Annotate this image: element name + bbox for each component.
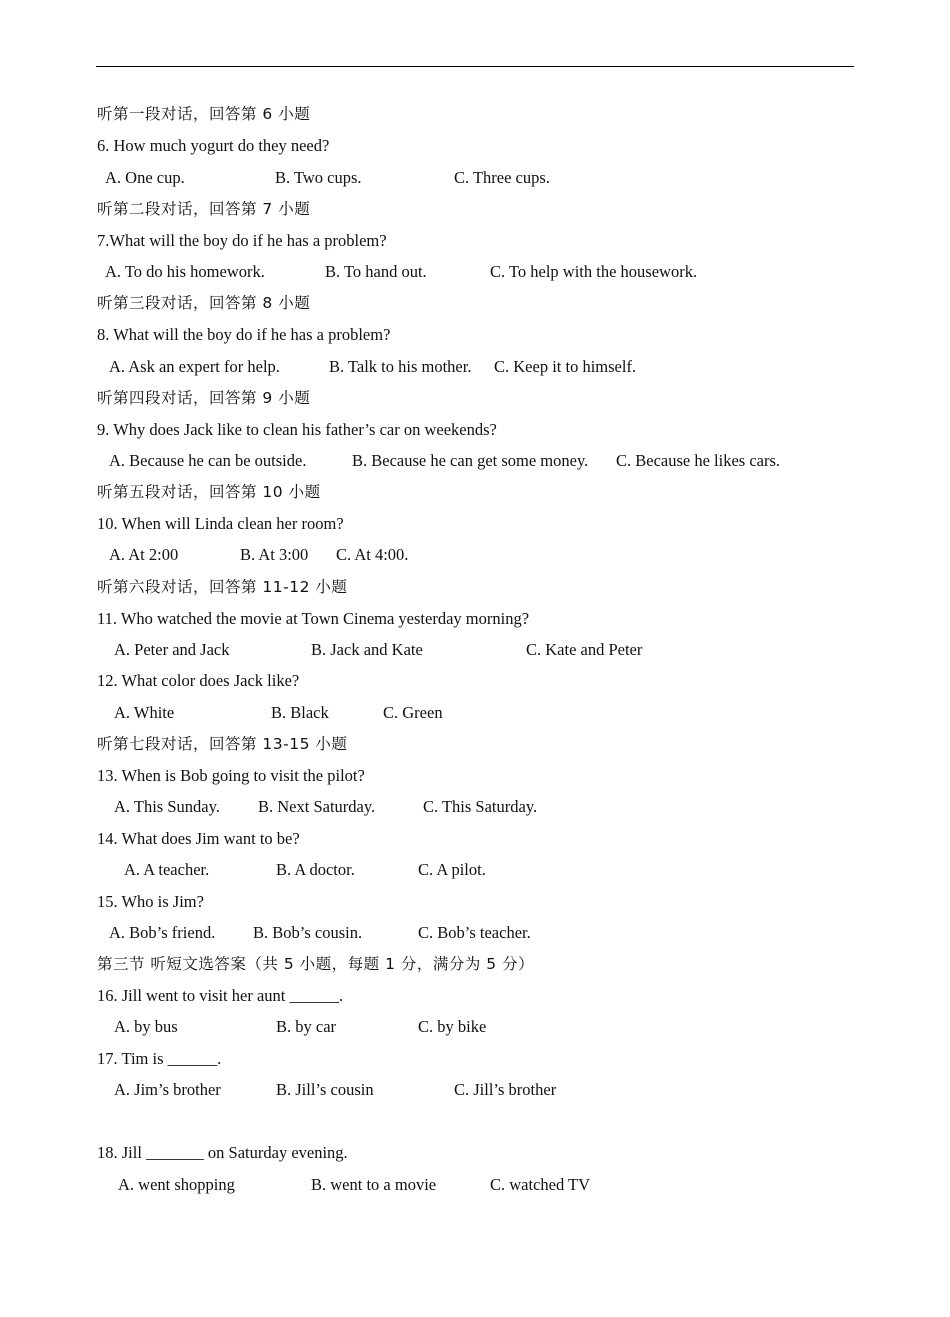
option-a: A. One cup. (105, 168, 185, 187)
option-c: C. To help with the housework. (490, 262, 698, 281)
option-c: C. Kate and Peter (526, 640, 643, 659)
option-c: C. watched TV (490, 1175, 591, 1194)
question-6 (0, 134, 950, 158)
option-a: A. Jim’s brother (114, 1080, 221, 1099)
section-heading-text: 听第一段对话，回答第 6 小题 (97, 105, 311, 123)
option-a: A. Bob’s friend. (109, 923, 216, 942)
option-b: B. Next Saturday. (258, 797, 376, 816)
option-c: C. A pilot. (418, 860, 486, 879)
question-14 (0, 827, 950, 851)
section-heading-text: 听第六段对话，回答第 11-12 小题 (97, 578, 348, 596)
question-18 (0, 1141, 950, 1165)
question-8 (0, 323, 950, 347)
question-text: 8. What will the boy do if he has a problem? (97, 325, 391, 344)
option-a: A. by bus (114, 1017, 178, 1036)
section-heading-3 (0, 291, 950, 315)
question-17 (0, 1047, 950, 1071)
option-b: B. went to a movie (311, 1175, 437, 1194)
option-c: C. Because he likes cars. (616, 451, 781, 470)
question-text: 18. Jill _______ on Saturday evening. (97, 1143, 348, 1162)
option-a: A. At 2:00 (109, 545, 179, 564)
question-13 (0, 764, 950, 788)
option-b: B. Talk to his mother. (329, 357, 472, 376)
option-c: C. This Saturday. (423, 797, 538, 816)
question-text: 11. Who watched the movie at Town Cinema yesterday morning? (97, 609, 530, 628)
options-13 (0, 795, 950, 819)
options-8 (0, 355, 950, 379)
section-heading-text: 听第四段对话，回答第 9 小题 (97, 389, 311, 407)
section-heading-1 (0, 102, 950, 126)
option-a: A. went shopping (118, 1175, 235, 1194)
section-heading-text: 听第二段对话，回答第 7 小题 (97, 200, 311, 218)
options-14 (0, 858, 950, 882)
option-a: A. This Sunday. (114, 797, 220, 816)
options-10 (0, 543, 950, 567)
option-a: A. White (114, 703, 175, 722)
question-text: 16. Jill went to visit her aunt ______. (97, 986, 344, 1005)
options-12 (0, 701, 950, 725)
option-c: C. by bike (418, 1017, 487, 1036)
option-b: B. Jack and Kate (311, 640, 423, 659)
option-b: B. Bob’s cousin. (253, 923, 363, 942)
option-a: A. Ask an expert for help. (109, 357, 280, 376)
part-three-heading-text: 第三节 听短文选答案（共 5 小题，每题 1 分，满分为 5 分） (97, 955, 535, 973)
option-b: B. Because he can get some money. (352, 451, 589, 470)
option-b: B. Two cups. (275, 168, 362, 187)
section-heading-4 (0, 386, 950, 410)
question-text: 13. When is Bob going to visit the pilot? (97, 766, 365, 785)
question-text: 7.What will the boy do if he has a problem? (97, 231, 387, 250)
options-6 (0, 166, 950, 190)
option-c: C. At 4:00. (336, 545, 409, 564)
question-16 (0, 984, 950, 1008)
question-text: 17. Tim is ______. (97, 1049, 222, 1068)
part-three-heading (0, 952, 950, 976)
option-a: A. Peter and Jack (114, 640, 230, 659)
option-c: C. Green (383, 703, 443, 722)
option-c: C. Jill’s brother (454, 1080, 557, 1099)
option-c: C. Three cups. (454, 168, 550, 187)
question-10 (0, 512, 950, 536)
section-heading-6 (0, 575, 950, 599)
question-text: 6. How much yogurt do they need? (97, 136, 330, 155)
question-11 (0, 607, 950, 631)
section-heading-5 (0, 480, 950, 504)
option-a: A. To do his homework. (105, 262, 265, 281)
question-text: 14. What does Jim want to be? (97, 829, 300, 848)
section-heading-text: 听第五段对话，回答第 10 小题 (97, 483, 321, 501)
option-a: A. A teacher. (124, 860, 210, 879)
question-text: 9. Why does Jack like to clean his father’s car on weekends? (97, 420, 497, 439)
section-heading-2 (0, 197, 950, 221)
section-heading-7 (0, 732, 950, 756)
option-b: B. by car (276, 1017, 337, 1036)
option-a: A. Because he can be outside. (109, 451, 307, 470)
question-9 (0, 418, 950, 442)
section-heading-text: 听第三段对话，回答第 8 小题 (97, 294, 311, 312)
question-text: 15. Who is Jim? (97, 892, 204, 911)
question-text: 10. When will Linda clean her room? (97, 514, 344, 533)
option-b: B. Black (271, 703, 329, 722)
option-b: B. Jill’s cousin (276, 1080, 374, 1099)
section-heading-text: 听第七段对话，回答第 13-15 小题 (97, 735, 348, 753)
option-c: C. Bob’s teacher. (418, 923, 531, 942)
options-17 (0, 1078, 950, 1102)
option-c: C. Keep it to himself. (494, 357, 637, 376)
options-15 (0, 921, 950, 945)
option-b: B. To hand out. (325, 262, 427, 281)
options-7 (0, 260, 950, 284)
question-text: 12. What color does Jack like? (97, 671, 300, 690)
options-9 (0, 449, 950, 473)
options-11 (0, 638, 950, 662)
question-15 (0, 890, 950, 914)
question-7 (0, 229, 950, 253)
option-b: B. At 3:00 (240, 545, 309, 564)
options-16 (0, 1015, 950, 1039)
options-18 (0, 1173, 950, 1197)
option-b: B. A doctor. (276, 860, 355, 879)
question-12 (0, 669, 950, 693)
